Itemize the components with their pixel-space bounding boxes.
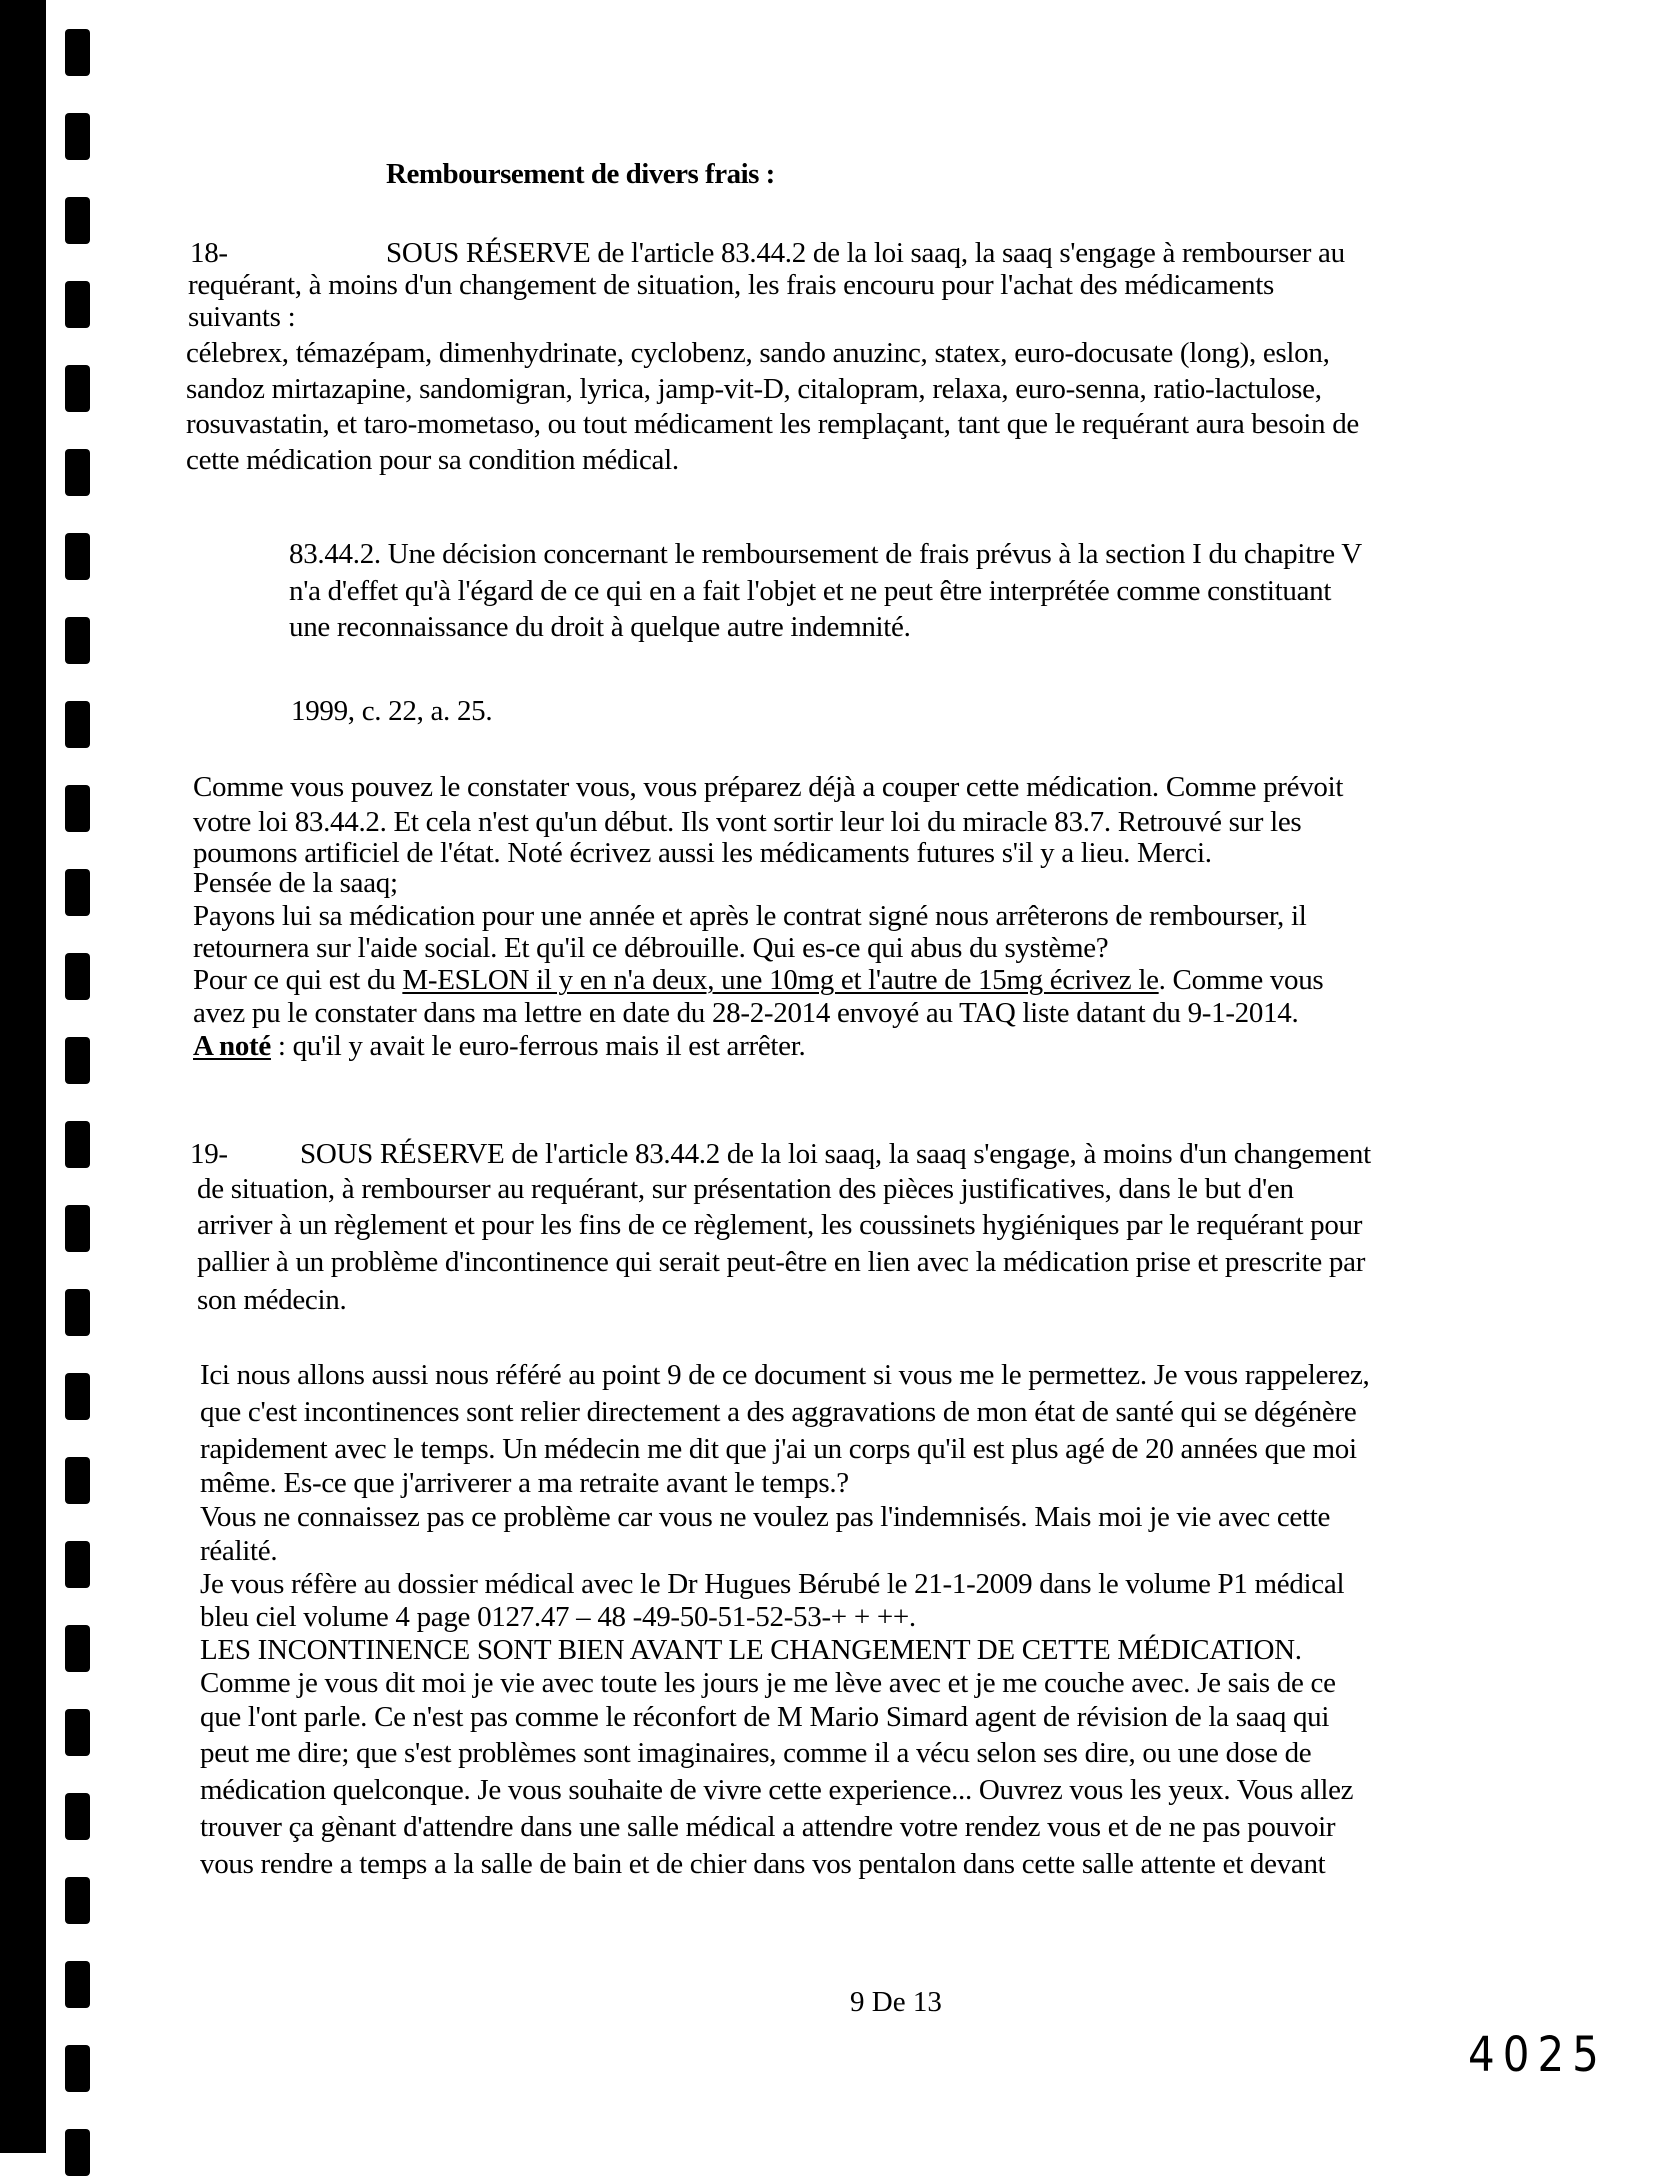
comment-line: que c'est incontinences sont relier directement a des aggravations de mon état de santé qui se dégénère	[200, 1396, 1357, 1428]
note-label: A noté	[193, 1030, 271, 1062]
binder-mark	[65, 701, 90, 748]
quote-line: 83.44.2. Une décision concernant le remboursement de frais prévus à la section I du chapitre V	[289, 538, 1362, 570]
binder-mark	[65, 869, 90, 916]
item-19-line: son médecin.	[197, 1284, 347, 1316]
binder-mark	[65, 197, 90, 244]
comment-line: même. Es-ce que j'arriverer a ma retraite avant le temps.?	[200, 1467, 849, 1499]
binder-mark	[65, 533, 90, 580]
comment-line: avez pu le constater dans ma lettre en date du 28-2-2014 envoyé au TAQ liste datant du 9-1-2014.	[193, 997, 1299, 1029]
comment-line: Comme vous pouvez le constater vous, vous préparez déjà a couper cette médication. Comme prévoit	[193, 771, 1344, 803]
binder-mark	[65, 1709, 90, 1756]
binder-mark	[65, 1121, 90, 1168]
note-text: : qu'il y avait le euro-ferrous mais il est arrêter.	[270, 1030, 806, 1062]
comment-line: réalité.	[200, 1535, 278, 1567]
comment-line: que l'ont parle. Ce n'est pas comme le réconfort de M Mario Simard agent de révision de la saaq qui	[200, 1701, 1330, 1733]
comment-line: LES INCONTINENCE SONT BIEN AVANT LE CHANGEMENT DE CETTE MÉDICATION.	[200, 1634, 1302, 1666]
comment-line: votre loi 83.44.2. Et cela n'est qu'un début. Ils vont sortir leur loi du miracle 83.7. Retrouvé sur les	[193, 806, 1302, 838]
page-indicator: 9 De 13	[850, 1986, 942, 2018]
quote-line: une reconnaissance du droit à quelque autre indemnité.	[289, 611, 911, 643]
binder-mark	[65, 365, 90, 412]
comment-line: peut me dire; que s'est problèmes sont imaginaires, comme il a vécu selon ses dire, ou une dose de	[200, 1737, 1312, 1769]
item-19-line: pallier à un problème d'incontinence qui serait peut-être en lien avec la médication prise et prescrite par	[197, 1246, 1366, 1278]
item-18-line: SOUS RÉSERVE de l'article 83.44.2 de la loi saaq, la saaq s'engage à rembourser au	[386, 237, 1345, 269]
eslon-line	[193, 963, 1323, 997]
quote-line: n'a d'effet qu'à l'égard de ce qui en a fait l'objet et ne peut être interprétée comme constituant	[289, 575, 1332, 607]
item-19-line: de situation, à rembourser au requérant, sur présentation des pièces justificatives, dans le but d'en	[197, 1173, 1294, 1205]
comment-line: vous rendre a temps a la salle de bain et de chier dans vos pentalon dans cette salle attente et devant	[200, 1848, 1326, 1880]
binder-mark	[65, 2045, 90, 2092]
binder-mark	[65, 449, 90, 496]
binder-mark	[65, 1037, 90, 1084]
binder-mark	[65, 1961, 90, 2008]
comment-line: Ici nous allons aussi nous référé au point 9 de ce document si vous me le permettez. Je vous rappelerez,	[200, 1359, 1370, 1391]
binder-mark	[65, 1373, 90, 1420]
binder-mark	[65, 1205, 90, 1252]
comment-line: trouver ça gènant d'attendre dans une salle médical a attendre votre rendez vous et de ne pas pouvoir	[200, 1811, 1336, 1843]
item-18-line: requérant, à moins d'un changement de situation, les frais encouru pour l'achat des médicaments	[188, 269, 1275, 301]
item-19-line: arriver à un règlement et pour les fins de ce règlement, les coussinets hygiéniques par le requérant pour	[197, 1209, 1363, 1241]
binder-mark	[65, 1793, 90, 1840]
binder-mark	[65, 281, 90, 328]
binder-mark	[65, 785, 90, 832]
item-18-line: cette médication pour sa condition médical.	[186, 444, 679, 476]
page-stamp-number: 4025	[1468, 2026, 1607, 2083]
eslon-underlined-text: M-ESLON il y en n'a deux, une 10mg et l'autre de 15mg écrivez le	[402, 964, 1159, 996]
item-18-line: célebrex, témazépam, dimenhydrinate, cyclobenz, sando anuzinc, statex, euro-docusate (long), eslon,	[186, 337, 1330, 369]
item-18-number: 18-	[190, 237, 228, 269]
binder-mark	[65, 617, 90, 664]
item-18-line: rosuvastatin, et taro-mometaso, ou tout médicament les remplaçant, tant que le requérant aura besoin de	[186, 408, 1359, 440]
binder-mark	[65, 113, 90, 160]
comment-line: Payons lui sa médication pour une année et après le contrat signé nous arrêterons de rembourser, il	[193, 900, 1307, 932]
eslon-suffix: . Comme vous	[1158, 964, 1324, 996]
note-line	[193, 1029, 805, 1063]
scan-edge-strip	[0, 0, 46, 2153]
item-18-line: sandoz mirtazapine, sandomigran, lyrica, jamp-vit-D, citalopram, relaxa, euro-senna, ratio-lactulose,	[186, 373, 1322, 405]
comment-line: Pensée de la saaq;	[193, 867, 398, 899]
binder-mark	[65, 1877, 90, 1924]
comment-line: rapidement avec le temps. Un médecin me dit que j'ai un corps qu'il est plus agé de 20 années que moi	[200, 1433, 1357, 1465]
binder-mark	[65, 1457, 90, 1504]
eslon-prefix: Pour ce qui est du	[193, 964, 403, 996]
comment-line: bleu ciel volume 4 page 0127.47 – 48 -49-50-51-52-53-+ + ++.	[200, 1601, 916, 1633]
item-19-line: SOUS RÉSERVE de l'article 83.44.2 de la loi saaq, la saaq s'engage, à moins d'un changement	[300, 1138, 1371, 1170]
quote-citation: 1999, c. 22, a. 25.	[291, 695, 493, 727]
binder-mark	[65, 1541, 90, 1588]
section-heading: Remboursement de divers frais :	[386, 158, 775, 190]
comment-line: Je vous réfère au dossier médical avec le Dr Hugues Bérubé le 21-1-2009 dans le volume P1 médical	[200, 1568, 1345, 1600]
binder-mark	[65, 29, 90, 76]
comment-line: Vous ne connaissez pas ce problème car vous ne voulez pas l'indemnisés. Mais moi je vie avec cette	[200, 1501, 1331, 1533]
binder-mark	[65, 953, 90, 1000]
item-18-line: suivants :	[188, 301, 296, 333]
binder-mark	[65, 1289, 90, 1336]
comment-line: retournera sur l'aide social. Et qu'il ce débrouille. Qui es-ce qui abus du système?	[193, 932, 1109, 964]
comment-line: médication quelconque. Je vous souhaite de vivre cette experience... Ouvrez vous les yeux. Vous allez	[200, 1774, 1354, 1806]
comment-line: poumons artificiel de l'état. Noté écrivez aussi les médicaments futures s'il y a lieu. Merci.	[193, 837, 1212, 869]
comment-line: Comme je vous dit moi je vie avec toute les jours je me lève avec et je me couche avec. Je sais de ce	[200, 1667, 1336, 1699]
binder-mark	[65, 1625, 90, 1672]
item-19-number: 19-	[190, 1138, 228, 1170]
